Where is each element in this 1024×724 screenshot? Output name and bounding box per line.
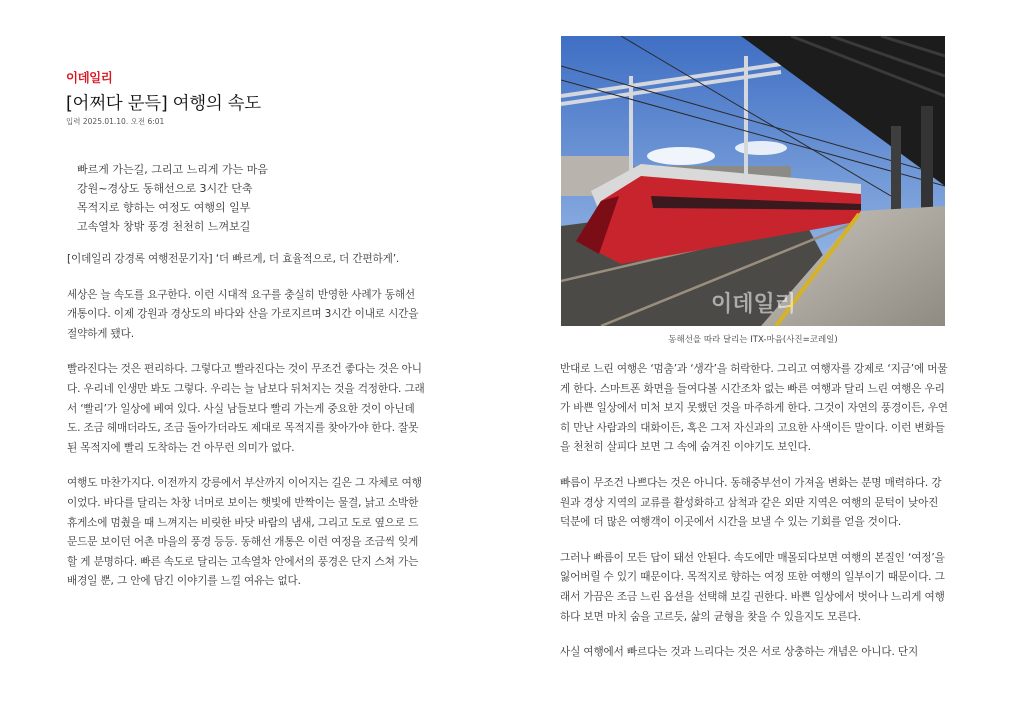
body-paragraph: 반대로 느린 여행은 ‘멈춤’과 ‘생각’을 허락한다. 그리고 여행자를 강제로 ‘지금’에 머물게 한다. 스마트폰 화면을 들여다볼 시간조차 없는 빠른 여행과 달리 느린 여행은 우리가 바쁜 일상에서 미처 보지 못했던 것을 마주하게 한다. 그것이 자연의 풍경이든, 우연히 만난 사람과의 대화이든, 혹은 그저 자신과의 고요한 사색이든 말이다. 이런 변화들을 천천히 살피다 보면 그 속에 숨겨진 이야기도 보인다. [560,363,948,454]
body-paragraph: 빠름이 무조건 나쁘다는 것은 아니다. 동해중부선이 가져올 변화는 분명 매력하다. 강원과 경상 지역의 교류를 활성화하고 삼척과 같은 외딴 지역은 여행의 문턱이 낮아진 덕분에 더 많은 여행객이 이곳에서 시간을 보낼 수 있는 기회를 얻을 것이다. [560,476,942,529]
body-paragraph: 세상은 늘 속도를 요구한다. 이런 시대적 요구를 충실히 반영한 사례가 동해선 개통이다. 이제 강원과 경상도의 바다와 산을 가로지르며 3시간 이내로 시간을 절약하게 됐다. [67,288,419,340]
train-photo-illustration [561,36,945,326]
body-paragraph: 사실 여행에서 빠르다는 것과 느리다는 것은 서로 상충하는 개념은 아니다. 단지 [560,646,919,659]
left-column [67,250,425,608]
summary-line: 강원~경상도 동해선으로 3시간 단축 [77,182,253,195]
body-paragraph: 여행도 마찬가지다. 이전까지 강릉에서 부산까지 이어지는 길은 그 자체로 여행이었다. 바다를 달리는 차창 너머로 보이는 햇빛에 반짝이는 물결, 낡고 소박한 휴게소에 멈췄을 때 느껴지는 비릿한 바닷 바람의 냄새, 그리고 도로 옆으로 드문드문 보이던 어촌 마을의 풍경 등등. 동해선 개통은 이런 여정을 조금씩 잊게 할 게 분명하다. 빠른 속도로 달리는 고속열차 안에서의 풍경은 단지 스쳐 가는 배경일 뿐, 그 안에 담긴 이야기를 느낄 여유는 없다. [67,477,422,588]
brand-logo: 이데일리 [66,70,113,85]
cloud [647,147,715,165]
body-paragraph: 그러나 빠름이 모든 답이 돼선 안된다. 속도에만 매몰되다보면 여행의 본질인 ‘여정’을 잃어버릴 수 있기 때문이다. 목적지로 향하는 여정 또한 여행의 일부이기 때문이다. 그래서 가끔은 조금 느린 옵션을 선택해 보길 권한다. 바쁜 일상에서 벗어나 느리게 여행하다 보면 마치 숨을 고르듯, 삶의 균형을 찾을 수 있을지도 모른다. [560,551,945,623]
byline-paragraph: [이데일리 강경록 여행전문기자] ‘더 빠르게, 더 효율적으로, 더 간편하게’. [67,253,400,265]
summary-line: 고속열차 창밖 풍경 천천히 느껴보길 [77,220,251,233]
right-column [560,360,948,679]
summary-line: 빠르게 가는길, 그리고 느리게 가는 마음 [77,163,268,176]
cloud [735,141,787,155]
publish-date: 입력 2025.01.10. 오전 6:01 [66,117,165,126]
body-paragraph: 빨라진다는 것은 편리하다. 그렇다고 빨라진다는 것이 무조건 좋다는 것은 아니다. 우리네 인생만 봐도 그렇다. 우리는 늘 남보다 뒤처지는 것을 걱정한다. 그래서 ‘빨리’가 일상에 베여 있다. 사실 남들보다 빨리 가는게 중요한 것이 아닌데도. 조금 헤매더라도, 조금 돌아가더라도 제대로 목적지를 찾아가야 한다. 잘못된 목적지에 빨리 도착하는 건 아무런 의미가 없다. [67,363,425,454]
photo-caption: 동해선을 따라 달리는 ITX-마음(사진=코레일) [668,335,838,345]
article-title: [어쩌다 문득] 여행의 속도 [66,94,261,114]
photo-watermark: 이데일리 [711,292,797,317]
train-photo [561,36,945,326]
article-summary [77,160,268,236]
summary-line: 목적지로 향하는 여정도 여행의 일부 [77,201,251,214]
